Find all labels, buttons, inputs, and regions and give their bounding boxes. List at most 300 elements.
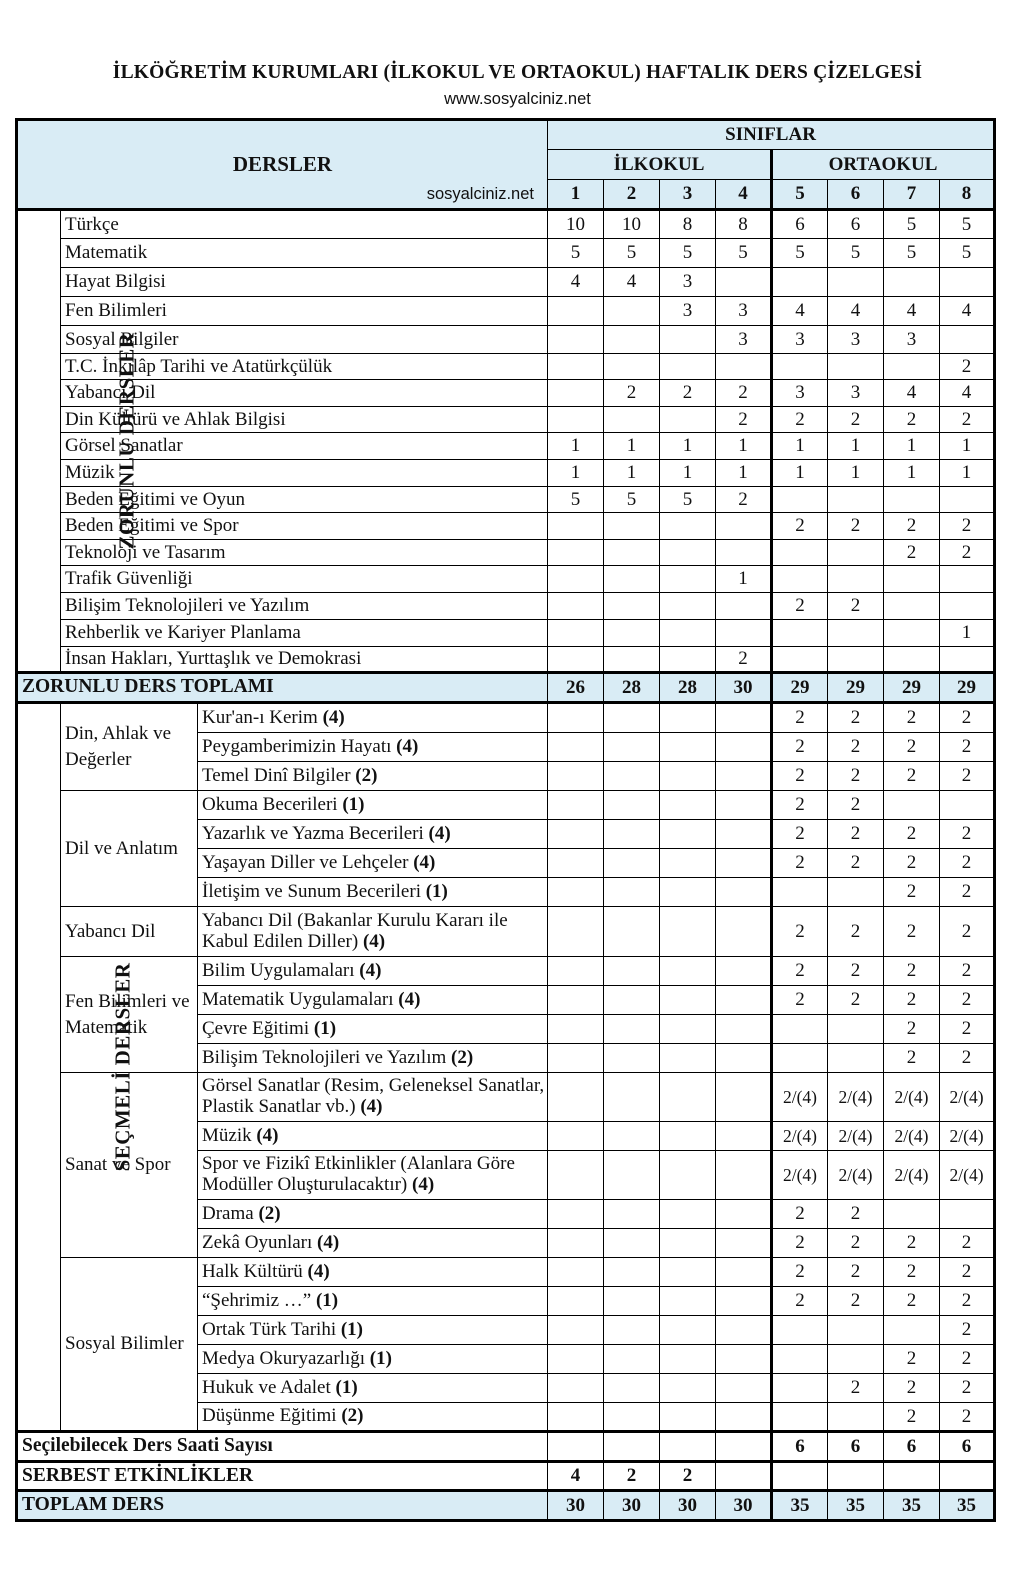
grade-2-cell [604,540,660,566]
subject-title: Yazarlık ve Yazma Becerileri [202,822,429,844]
grade-1-cell [548,762,604,791]
grade-5-cell: 2/(4) [772,1073,828,1122]
secmeli-dersler-text: SEÇMELİ DERSLER [110,962,135,1172]
table-row [17,460,995,487]
grade-4-cell: 2 [716,647,772,673]
grade-7-cell [884,354,940,380]
footer-cell [716,1462,772,1491]
grade-3-cell: 1 [660,460,716,487]
dersler-label: DERSLER [232,152,333,177]
table-row [17,957,995,986]
ilkokul-header: İLKOKUL [548,150,772,180]
grade-4-cell: 5 [716,239,772,268]
subject-name: Teknoloji ve Tasarım [61,540,548,566]
grade-8-cell: 2 [940,407,995,433]
grade-8-cell: 2/(4) [940,1073,995,1122]
grade-2-cell [604,957,660,986]
subject-name: Sosyal Bilgiler [61,326,548,354]
grade-7-cell: 2 [884,1258,940,1287]
grade-6-cell [828,1345,884,1374]
grade-7-cell: 2/(4) [884,1122,940,1151]
table-row [17,239,995,268]
subject-name [198,1073,548,1122]
table-row [17,791,995,820]
footer-cell: 35 [828,1491,884,1521]
footer-cell [884,1462,940,1491]
grade-7-cell: 2 [884,762,940,791]
subject-title: İletişim ve Sunum Becerileri [202,880,426,902]
grade-5-cell [772,1403,828,1432]
table-row [17,513,995,540]
grade-2-cell [604,1122,660,1151]
grade-6-cell [828,1316,884,1345]
grade-2-cell [604,762,660,791]
subject-hours: (1) [313,1017,337,1039]
subject-title: Temel Dinî Bilgiler [202,764,356,786]
grade-4-cell [716,703,772,733]
grade-6-cell: 2 [828,1258,884,1287]
subject-hours: (4) [398,988,421,1010]
grade-8-cell: 2 [940,1374,995,1403]
grade-7-cell: 4 [884,380,940,407]
grade-6-cell [828,878,884,907]
footer-cell [716,1432,772,1462]
grade-7-cell: 2 [884,820,940,849]
grade-8-cell: 2 [940,878,995,907]
grade-4-cell: 1 [716,433,772,460]
grade-7-cell: 2 [884,513,940,540]
grade-2-cell [604,1316,660,1345]
footer-cell: 30 [548,1491,604,1521]
grade-8-cell [940,593,995,620]
subject-name [198,907,548,957]
site-url: www.sosyalciniz.net [444,90,591,108]
grade-2-cell [604,907,660,957]
grade-1-cell [548,703,604,733]
grade-2-cell [604,647,660,673]
grade-5-cell: 2 [772,820,828,849]
grade-4-cell: 8 [716,210,772,239]
grade-5-cell [772,268,828,297]
footer-cell: 2 [660,1462,716,1491]
table-row [17,1258,995,1287]
subject-name: Görsel Sanatlar [61,433,548,460]
grade-3-cell [660,1015,716,1044]
grade-6-cell [828,1044,884,1073]
subject-name [198,1316,548,1345]
footer-cell: 6 [828,1432,884,1462]
grade-1-cell [548,849,604,878]
grade-3-cell: 5 [660,487,716,513]
subject-hours: (1) [425,880,448,902]
subject-hours: (2) [355,764,378,786]
grade-4-cell [716,513,772,540]
grade-8-cell: 2 [940,513,995,540]
grade-2-cell [604,297,660,326]
grade-6-cell [828,620,884,647]
grade-3-cell [660,1345,716,1374]
grade-5-cell: 2 [772,1287,828,1316]
grade-1-cell [548,1073,604,1122]
grade-5-cell: 2 [772,1229,828,1258]
grade-8-cell: 2 [940,1345,995,1374]
subject-name: Türkçe [61,210,548,239]
footer-cell: 4 [548,1462,604,1491]
footer-cell: 35 [940,1491,995,1521]
grade-3-cell: 8 [660,210,716,239]
grade-4-cell [716,1287,772,1316]
grade-5-cell: 3 [772,326,828,354]
grade-header: 5 [772,180,828,210]
siniflar-header: SINIFLAR [548,120,995,150]
grade-6-cell [828,540,884,566]
grade-2-cell [604,407,660,433]
grade-4-cell [716,1151,772,1200]
grade-1-cell [548,407,604,433]
grade-6-cell: 2 [828,791,884,820]
grade-4-cell [716,878,772,907]
grade-7-cell: 5 [884,210,940,239]
subject-name [198,1044,548,1073]
grade-1-cell [548,647,604,673]
footer-cell: 2 [604,1462,660,1491]
grade-5-cell [772,354,828,380]
grade-3-cell [660,791,716,820]
grade-7-cell [884,620,940,647]
grade-8-cell: 2 [940,1229,995,1258]
grade-4-cell: 2 [716,407,772,433]
grade-5-cell [772,1044,828,1073]
grade-5-cell [772,487,828,513]
grade-2-cell [604,513,660,540]
subject-hours: (4) [317,1231,340,1253]
grade-6-cell: 2 [828,849,884,878]
subject-name [198,1229,548,1258]
subject-title: Halk Kültürü [202,1260,308,1282]
subject-title: Peygamberimizin Hayatı [202,735,397,757]
subject-title: Okuma Becerileri [202,793,343,815]
grade-5-cell: 2 [772,407,828,433]
subject-name: T.C. İnkılâp Tarihi ve Atatürkçülük [61,354,548,380]
table-row [17,566,995,593]
grade-7-cell [884,647,940,673]
grade-1-cell [548,907,604,957]
grade-4-cell [716,1258,772,1287]
grade-5-cell: 1 [772,460,828,487]
grade-3-cell [660,907,716,957]
grade-8-cell [940,326,995,354]
subject-title: Medya Okuryazarlığı [202,1347,370,1369]
grade-8-cell: 2 [940,703,995,733]
grade-2-cell [604,703,660,733]
subject-name [198,733,548,762]
footer-label: Seçilebilecek Ders Saati Sayısı [17,1432,548,1462]
grade-4-cell [716,620,772,647]
subject-hours: (4) [256,1124,279,1146]
grade-6-cell [828,268,884,297]
grade-7-cell: 2 [884,407,940,433]
grade-8-cell: 2/(4) [940,1151,995,1200]
grade-6-cell: 2 [828,1287,884,1316]
grade-2-cell [604,1229,660,1258]
grade-6-cell [828,487,884,513]
zorunlu-total-cell: 29 [940,673,995,703]
grade-header: 6 [828,180,884,210]
grade-8-cell: 2 [940,354,995,380]
grade-2-cell [604,733,660,762]
grade-1-cell [548,1229,604,1258]
grade-7-cell: 2 [884,1015,940,1044]
table-row [17,540,995,566]
subject-name [198,762,548,791]
grade-2-cell [604,986,660,1015]
grade-3-cell [660,1287,716,1316]
grade-5-cell [772,1374,828,1403]
grade-4-cell [716,820,772,849]
grade-5-cell: 2 [772,703,828,733]
grade-3-cell [660,1374,716,1403]
subject-title: Düşünme Eğitimi [202,1405,342,1427]
grade-1-cell [548,733,604,762]
grade-8-cell: 4 [940,380,995,407]
grade-6-cell: 3 [828,380,884,407]
grade-8-cell: 2 [940,1403,995,1432]
grade-8-cell: 1 [940,460,995,487]
grade-8-cell [940,647,995,673]
grade-2-cell [604,566,660,593]
page-title: İLKÖĞRETİM KURUMLARI (İLKOKUL VE ORTAOKUL) HAFTALIK DERS ÇİZELGESİ [112,62,923,83]
grade-4-cell: 3 [716,297,772,326]
grade-3-cell [660,620,716,647]
grade-7-cell: 2 [884,957,940,986]
subject-title: Matematik Uygulamaları [202,988,399,1010]
table-row [17,354,995,380]
grade-4-cell: 2 [716,380,772,407]
grade-1-cell [548,566,604,593]
grade-6-cell [828,1403,884,1432]
grade-7-cell: 5 [884,239,940,268]
grade-2-cell [604,593,660,620]
grade-4-cell [716,957,772,986]
grade-7-cell: 2 [884,1229,940,1258]
subject-name: Yabancı Dil [61,380,548,407]
grade-1-cell [548,354,604,380]
grade-7-cell: 2 [884,1374,940,1403]
grade-7-cell: 3 [884,326,940,354]
grade-6-cell: 2 [828,1229,884,1258]
subject-name [198,1403,548,1432]
subject-title: Bilim Uygulamaları [202,959,360,981]
grade-3-cell [660,1200,716,1229]
grade-6-cell: 2/(4) [828,1122,884,1151]
grade-2-cell: 2 [604,380,660,407]
grade-8-cell [940,487,995,513]
grade-3-cell [660,820,716,849]
grade-5-cell [772,1345,828,1374]
subject-title: Görsel Sanatlar (Resim, Geleneksel Sanatlar, Plastik Sanatlar vb.) [202,1075,545,1117]
grade-2-cell [604,1345,660,1374]
grade-8-cell: 2 [940,820,995,849]
grade-3-cell [660,326,716,354]
subject-title: Müzik [202,1124,257,1146]
zorunlu-total-cell: 28 [604,673,660,703]
grade-1-cell [548,297,604,326]
grade-7-cell: 2/(4) [884,1073,940,1122]
grade-5-cell [772,540,828,566]
table-row [17,1073,995,1122]
grade-2-cell [604,1044,660,1073]
grade-3-cell [660,849,716,878]
subject-name: Bilişim Teknolojileri ve Yazılım [61,593,548,620]
grade-3-cell [660,1229,716,1258]
grade-1-cell: 4 [548,268,604,297]
subject-hours: (1) [342,793,365,815]
subject-name: Hayat Bilgisi [61,268,548,297]
grade-3-cell: 1 [660,433,716,460]
table-row [17,268,995,297]
grade-4-cell: 1 [716,566,772,593]
grade-3-cell: 3 [660,268,716,297]
grade-8-cell [940,268,995,297]
grade-6-cell: 2 [828,513,884,540]
grade-2-cell [604,1403,660,1432]
grade-1-cell [548,791,604,820]
subject-name: Rehberlik ve Kariyer Planlama [61,620,548,647]
grade-6-cell: 6 [828,210,884,239]
grade-8-cell: 4 [940,297,995,326]
table-row [17,1462,995,1491]
grade-1-cell [548,380,604,407]
grade-3-cell [660,986,716,1015]
grade-5-cell: 2 [772,513,828,540]
grade-6-cell: 2 [828,593,884,620]
subject-name [198,849,548,878]
grade-4-cell [716,1200,772,1229]
subject-title: Yabancı Dil (Bakanlar Kurulu Kararı ile Kabul Edilen Diller) [202,909,508,952]
grade-5-cell: 2 [772,907,828,957]
subject-title: Kur'an-ı Kerim [202,706,323,728]
grade-5-cell: 2/(4) [772,1122,828,1151]
subject-title: Spor ve Fizikî Etkinlikler (Alanlara Göre Modüller Oluşturulacaktır) [202,1153,515,1195]
zorunlu-total-cell: 29 [828,673,884,703]
subject-hours: (1) [369,1347,392,1369]
subject-name: Beden Eğitimi ve Oyun [61,487,548,513]
grade-1-cell [548,820,604,849]
grade-header: 1 [548,180,604,210]
table-row [17,673,995,703]
grade-3-cell [660,703,716,733]
grade-5-cell: 2 [772,849,828,878]
grade-5-cell: 2 [772,593,828,620]
grade-1-cell [548,593,604,620]
grade-7-cell: 1 [884,433,940,460]
grade-1-cell [548,878,604,907]
subject-name [198,1151,548,1200]
table-row [17,487,995,513]
table-row [17,433,995,460]
grade-3-cell [660,957,716,986]
footer-label: SERBEST ETKİNLİKLER [17,1462,548,1491]
grade-1-cell [548,513,604,540]
grade-1-cell [548,1345,604,1374]
subject-name: Din Kültürü ve Ahlak Bilgisi [61,407,548,433]
grade-2-cell [604,849,660,878]
grade-5-cell: 4 [772,297,828,326]
subject-hours: (4) [362,930,386,952]
subject-name: İnsan Hakları, Yurttaşlık ve Demokrasi [61,647,548,673]
subject-title: Bilişim Teknolojileri ve Yazılım [202,1046,452,1068]
grade-5-cell [772,647,828,673]
grade-7-cell: 2 [884,878,940,907]
table-row [17,407,995,433]
grade-6-cell: 2 [828,986,884,1015]
subject-hours: (4) [413,851,436,873]
grade-6-cell: 2 [828,957,884,986]
grade-8-cell: 2 [940,1316,995,1345]
grade-1-cell [548,957,604,986]
grade-2-cell [604,1258,660,1287]
grade-4-cell [716,1345,772,1374]
grade-7-cell: 2 [884,1287,940,1316]
zorunlu-dersler-text: ZORUNLU DERSLER [114,332,139,550]
grade-6-cell: 2 [828,733,884,762]
grade-6-cell: 2 [828,820,884,849]
grade-1-cell [548,1015,604,1044]
grade-8-cell: 2 [940,1015,995,1044]
grade-8-cell: 2 [940,1044,995,1073]
subject-name: Fen Bilimleri [61,297,548,326]
grade-6-cell: 2 [828,407,884,433]
grade-2-cell [604,1151,660,1200]
footer-cell: 6 [884,1432,940,1462]
grade-8-cell: 1 [940,620,995,647]
footer-cell [940,1462,995,1491]
grade-4-cell: 3 [716,326,772,354]
table-row [17,380,995,407]
grade-7-cell: 2 [884,1345,940,1374]
grade-header: 2 [604,180,660,210]
grade-8-cell: 1 [940,433,995,460]
subject-name: Matematik [61,239,548,268]
grade-3-cell [660,1073,716,1122]
footer-cell [548,1432,604,1462]
subject-name [198,820,548,849]
subject-title: Hukuk ve Adalet [202,1376,336,1398]
grade-8-cell: 2/(4) [940,1122,995,1151]
footer-cell: 6 [940,1432,995,1462]
subject-name [198,957,548,986]
grade-4-cell [716,593,772,620]
grade-header: 3 [660,180,716,210]
grade-1-cell: 5 [548,239,604,268]
grade-5-cell [772,620,828,647]
grade-7-cell [884,566,940,593]
table-row [17,1491,995,1521]
grade-3-cell [660,593,716,620]
grade-1-cell [548,1287,604,1316]
table-row [17,907,995,957]
grade-6-cell: 5 [828,239,884,268]
group-name: Yabancı Dil [61,907,198,957]
grade-7-cell [884,1316,940,1345]
subject-hours: (1) [335,1376,358,1398]
grade-4-cell [716,268,772,297]
grade-3-cell: 5 [660,239,716,268]
grade-1-cell [548,1403,604,1432]
grade-3-cell: 2 [660,380,716,407]
grade-1-cell: 5 [548,487,604,513]
grade-4-cell [716,762,772,791]
